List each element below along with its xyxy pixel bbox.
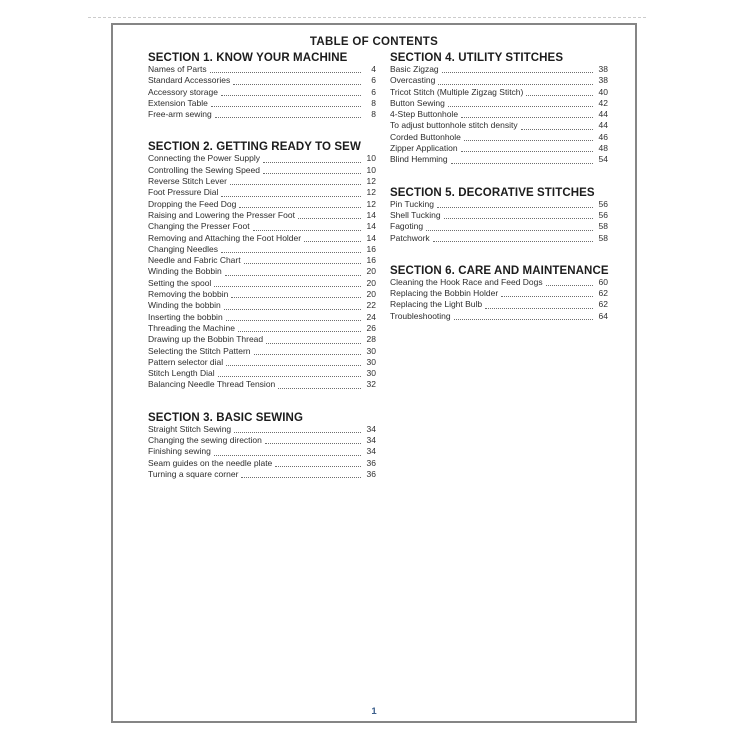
toc-entry: [148, 357, 376, 368]
toc-entry-label: Overcasting: [390, 75, 436, 86]
toc-entry-leader-dots: [211, 106, 361, 107]
toc-entry: [148, 446, 376, 457]
toc-entry-page-number: 46: [598, 131, 608, 142]
toc-entry-label: 4-Step Buttonhole: [390, 109, 459, 120]
toc-entry-page-number: 32: [366, 379, 376, 390]
toc-section: [148, 412, 376, 480]
toc-entry-label: Blind Hemming: [390, 154, 448, 165]
toc-entry-page-number: 14: [366, 209, 376, 220]
toc-entry-page-number: 42: [598, 97, 608, 108]
toc-entry-page-number: 20: [366, 266, 376, 277]
toc-entry-page-number: 60: [598, 276, 608, 287]
toc-entry-leader-dots: [485, 308, 593, 309]
toc-entry-label: Extension Table: [148, 97, 208, 108]
toc-entry-label: Accessory storage: [148, 86, 218, 97]
toc-entry-label: Corded Buttonhole: [390, 131, 461, 142]
toc-entry-page-number: 48: [598, 143, 608, 154]
toc-entry-label: Names of Parts: [148, 64, 207, 74]
section-heading: SECTION 1. KNOW YOUR MACHINE: [148, 52, 348, 64]
toc-entry: [148, 266, 376, 277]
toc-entry-label: Setting the spool: [148, 277, 212, 288]
toc-entry-label: Controlling the Sewing Speed: [148, 164, 260, 175]
toc-entry-label: Dropping the Feed Dog: [148, 198, 237, 209]
toc-entry-leader-dots: [231, 297, 361, 298]
toc-entry-label: Patchwork: [390, 232, 430, 243]
toc-entry-label: Drawing up the Bobbin Thread: [148, 334, 264, 345]
toc-entry-page-number: 40: [598, 86, 608, 97]
toc-entry-leader-dots: [253, 230, 361, 231]
toc-entry: [148, 323, 376, 334]
toc-entry-leader-dots: [501, 296, 593, 297]
toc-entry-page-number: 56: [598, 198, 608, 209]
toc-entry: [148, 368, 376, 379]
toc-entry: [148, 165, 376, 176]
toc-entry: [148, 379, 376, 390]
toc-entry: [390, 233, 608, 244]
manual-page: [111, 23, 637, 723]
toc-entry: [148, 312, 376, 323]
toc-entry-label: Inserting the bobbin: [148, 311, 223, 322]
toc-entry-leader-dots: [464, 140, 593, 141]
toc-entry-label: Raising and Lowering the Presser Foot: [148, 209, 295, 220]
toc-right-column: [390, 52, 608, 343]
toc-entry: [390, 154, 608, 165]
toc-entry-leader-dots: [230, 184, 361, 185]
toc-entry-leader-dots: [221, 95, 361, 96]
toc-entry-label: Replacing the Bobbin Holder: [390, 288, 499, 299]
toc-entry-leader-dots: [437, 207, 593, 208]
toc-entry-leader-dots: [433, 241, 593, 242]
toc-entry-leader-dots: [218, 376, 361, 377]
toc-entry: [390, 120, 608, 131]
toc-entry-page-number: 10: [366, 164, 376, 175]
toc-entry-page-number: 62: [598, 288, 608, 299]
toc-entry: [148, 75, 376, 86]
toc-entry-label: Needle and Fabric Chart: [148, 255, 241, 266]
toc-entry-page-number: 12: [366, 198, 376, 209]
toc-entry-page-number: 30: [366, 368, 376, 379]
toc-entry-label: Basic Zigzag: [390, 64, 439, 74]
toc-entry-leader-dots: [526, 95, 593, 96]
toc-entry-page-number: 38: [598, 75, 608, 86]
toc-entry-page-number: 4: [371, 64, 376, 74]
toc-entry-leader-dots: [275, 466, 361, 467]
toc-entry: [148, 458, 376, 469]
toc-entry-leader-dots: [225, 275, 361, 276]
toc-entry-leader-dots: [263, 173, 361, 174]
toc-entry: [148, 435, 376, 446]
toc-entry: [148, 87, 376, 98]
toc-entry-leader-dots: [426, 230, 593, 231]
scan-artifact-line: [88, 17, 646, 18]
toc-entry-page-number: 8: [371, 97, 376, 108]
toc-entry-page-number: 38: [598, 64, 608, 74]
toc-entry-label: Threading the Machine: [148, 322, 235, 333]
toc-entry-page-number: 20: [366, 277, 376, 288]
toc-entry: [148, 199, 376, 210]
toc-entry-leader-dots: [215, 117, 361, 118]
footer-page-number: 1: [371, 706, 377, 717]
toc-entry-leader-dots: [221, 252, 361, 253]
toc-entry-label: Changing the sewing direction: [148, 435, 262, 446]
toc-entry-label: Winding the bobbin: [148, 300, 221, 311]
toc-entry-label: Changing the Presser Foot: [148, 221, 250, 232]
section-heading: SECTION 2. GETTING READY TO SEW: [148, 141, 361, 154]
toc-entry: [390, 87, 608, 98]
toc-entry-leader-dots: [214, 286, 361, 287]
toc-entry-leader-dots: [454, 319, 593, 320]
toc-entry-page-number: 20: [366, 289, 376, 300]
toc-entry-label: Turning a square corner: [148, 468, 239, 479]
toc-entry-label: Reverse Stitch Lever: [148, 176, 227, 187]
toc-entry-leader-dots: [254, 354, 361, 355]
toc-entry-page-number: 44: [598, 109, 608, 120]
toc-entry-label: Replacing the Light Bulb: [390, 299, 483, 310]
toc-entry: [390, 288, 608, 299]
toc-section: [390, 187, 608, 244]
toc-entry-leader-dots: [438, 84, 593, 85]
toc-entry-leader-dots: [444, 218, 593, 219]
toc-entry-page-number: 16: [366, 243, 376, 254]
toc-entry: [390, 109, 608, 120]
toc-entry-page-number: 28: [366, 334, 376, 345]
toc-entry: [148, 187, 376, 198]
toc-entry-leader-dots: [241, 477, 361, 478]
toc-entry-page-number: 30: [366, 345, 376, 356]
toc-entry-leader-dots: [214, 455, 361, 456]
toc-entry-label: Zipper Application: [390, 143, 458, 154]
toc-entry-label: To adjust buttonhole stitch density: [390, 120, 518, 131]
toc-entry-leader-dots: [461, 117, 593, 118]
toc-entry-page-number: 54: [598, 154, 608, 165]
toc-entry-page-number: 58: [598, 221, 608, 232]
toc-entry: [390, 311, 608, 322]
toc-entry-leader-dots: [233, 84, 361, 85]
toc-section: [390, 265, 608, 322]
toc-entry-leader-dots: [234, 432, 361, 433]
toc-entry-label: Pattern selector dial: [148, 356, 224, 367]
toc-entry-leader-dots: [298, 218, 361, 219]
toc-entry-label: Removing and Attaching the Foot Holder: [148, 232, 302, 243]
toc-entry-leader-dots: [238, 331, 361, 332]
toc-entry: [148, 289, 376, 300]
toc-entry: [390, 199, 608, 210]
page-title: TABLE OF CONTENTS: [309, 36, 439, 48]
toc-section: [148, 52, 376, 120]
toc-entry-leader-dots: [461, 151, 593, 152]
toc-entry-page-number: 62: [598, 299, 608, 310]
toc-entry-label: Straight Stitch Sewing: [148, 423, 232, 434]
toc-entry: [148, 210, 376, 221]
toc-entry: [148, 98, 376, 109]
toc-entry-label: Selecting the Stitch Pattern: [148, 345, 251, 356]
toc-entry-label: Stitch Length Dial: [148, 368, 215, 379]
toc-entry-page-number: 14: [366, 232, 376, 243]
toc-entry-page-number: 34: [366, 423, 376, 434]
toc-entry-leader-dots: [546, 285, 593, 286]
toc-entry-page-number: 12: [366, 187, 376, 198]
section-heading: SECTION 4. UTILITY STITCHES: [390, 52, 564, 64]
toc-entry: [148, 469, 376, 480]
toc-entry: [390, 64, 608, 75]
toc-entry-leader-dots: [521, 129, 593, 130]
toc-entry: [390, 210, 608, 221]
toc-left-column: [148, 52, 376, 501]
toc-entry-page-number: 26: [366, 322, 376, 333]
toc-entry-leader-dots: [265, 443, 361, 444]
toc-entry-label: Finishing sewing: [148, 446, 211, 457]
toc-entry-label: Seam guides on the needle plate: [148, 457, 273, 468]
toc-entry: [148, 346, 376, 357]
toc-entry-leader-dots: [451, 163, 593, 164]
toc-entry-page-number: 22: [366, 300, 376, 311]
toc-entry-leader-dots: [239, 207, 361, 208]
toc-entry-page-number: 10: [366, 153, 376, 164]
toc-entry-label: Troubleshooting: [390, 310, 451, 321]
toc-entry-label: Tricot Stitch (Multiple Zigzag Stitch): [390, 86, 524, 97]
toc-entry-leader-dots: [226, 365, 361, 366]
toc-entry: [148, 233, 376, 244]
toc-entry: [148, 176, 376, 187]
toc-entry-leader-dots: [278, 388, 361, 389]
toc-entry-label: Removing the bobbin: [148, 289, 229, 300]
toc-entry: [148, 221, 376, 232]
toc-entry-leader-dots: [226, 320, 361, 321]
toc-entry: [390, 132, 608, 143]
toc-entry-leader-dots: [442, 72, 593, 73]
toc-entry-page-number: 34: [366, 446, 376, 457]
toc-entry-label: Free-arm sewing: [148, 109, 212, 120]
toc-entry-page-number: 12: [366, 176, 376, 187]
toc-entry-label: Changing Needles: [148, 243, 218, 254]
toc-entry: [148, 244, 376, 255]
section-heading: SECTION 5. DECORATIVE STITCHES: [390, 186, 595, 199]
toc-entry-label: Cleaning the Hook Race and Feed Dogs: [390, 276, 543, 287]
toc-entry-leader-dots: [304, 241, 361, 242]
section-heading: SECTION 3. BASIC SEWING: [148, 411, 304, 424]
toc-entry: [390, 98, 608, 109]
toc-entry-leader-dots: [210, 72, 361, 73]
toc-entry-page-number: 36: [366, 457, 376, 468]
toc-entry-page-number: 6: [371, 86, 376, 97]
toc-entry-page-number: 16: [366, 255, 376, 266]
toc-entry-label: Foot Pressure Dial: [148, 187, 219, 198]
toc-entry-page-number: 44: [598, 120, 608, 131]
toc-entry: [148, 278, 376, 289]
section-heading: SECTION 6. CARE AND MAINTENANCE: [390, 264, 609, 277]
toc-entry-page-number: 56: [598, 209, 608, 220]
toc-entry: [148, 334, 376, 345]
toc-entry-leader-dots: [266, 343, 361, 344]
toc-entry-page-number: 8: [371, 109, 376, 120]
toc-entry-page-number: 30: [366, 356, 376, 367]
toc-entry-page-number: 64: [598, 310, 608, 321]
toc-entry: [390, 75, 608, 86]
toc-entry-page-number: 34: [366, 435, 376, 446]
toc-entry-label: Pin Tucking: [390, 198, 434, 209]
toc-entry-label: Shell Tucking: [390, 209, 441, 220]
toc-entry: [390, 221, 608, 232]
toc-entry: [148, 64, 376, 75]
toc-entry-page-number: 36: [366, 468, 376, 479]
toc-section: [148, 141, 376, 390]
toc-entry: [148, 424, 376, 435]
toc-entry: [148, 255, 376, 266]
toc-entry-label: Button Sewing: [390, 97, 445, 108]
toc-entry-label: Winding the Bobbin: [148, 266, 222, 277]
toc-entry-label: Fagoting: [390, 221, 424, 232]
toc-entry-leader-dots: [221, 196, 361, 197]
toc-entry: [390, 277, 608, 288]
toc-entry-page-number: 24: [366, 311, 376, 322]
toc-entry-label: Balancing Needle Thread Tension: [148, 379, 276, 390]
toc-entry: [390, 299, 608, 310]
toc-entry: [148, 153, 376, 164]
toc-entry-leader-dots: [448, 106, 593, 107]
toc-entry-leader-dots: [244, 263, 361, 264]
toc-entry-page-number: 14: [366, 221, 376, 232]
toc-entry: [390, 143, 608, 154]
toc-entry: [148, 300, 376, 311]
toc-entry-label: Standard Accessories: [148, 75, 231, 86]
toc-entry-page-number: 6: [371, 75, 376, 86]
toc-entry-leader-dots: [224, 309, 361, 310]
toc-entry-page-number: 58: [598, 232, 608, 243]
toc-entry: [148, 109, 376, 120]
toc-section: [390, 52, 608, 166]
toc-entry-label: Connecting the Power Supply: [148, 153, 260, 164]
toc-entry-leader-dots: [263, 162, 361, 163]
